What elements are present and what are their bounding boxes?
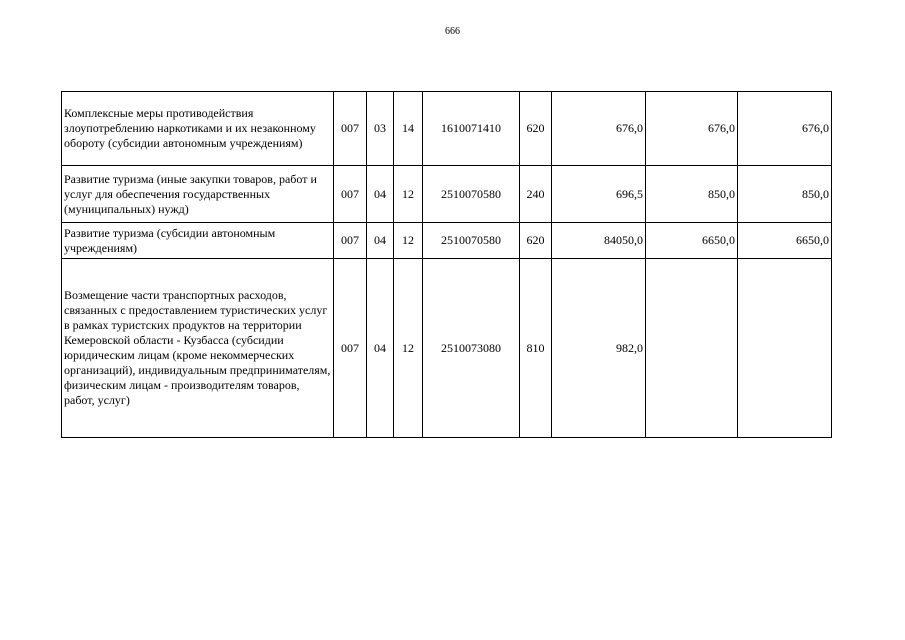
table-row xyxy=(62,166,832,223)
expense-type-code: 620 xyxy=(520,223,552,259)
amount-3: 850,0 xyxy=(738,166,832,223)
expense-type-code: 240 xyxy=(520,166,552,223)
expense-type-code: 620 xyxy=(520,92,552,166)
row-description: Развитие туризма (субсидии автономным учреждениям) xyxy=(62,223,334,259)
amount-1: 982,0 xyxy=(552,259,646,438)
amount-2: 676,0 xyxy=(646,92,738,166)
table-row xyxy=(62,92,832,166)
amount-1: 676,0 xyxy=(552,92,646,166)
ministry-code: 007 xyxy=(334,166,367,223)
subsection-code: 12 xyxy=(394,223,423,259)
amount-1: 84050,0 xyxy=(552,223,646,259)
table-row xyxy=(62,223,832,259)
row-description: Возмещение части транспортных расходов, связанных с предоставлением туристических услуг в рамках туристских продуктов на территории Кемеровской области - Кузбасса (субсидии юридическим лицам (кроме некоммерческих организаций), индивидуальным предпринимателям, физическим лицам - производителям товаров, работ, услуг) xyxy=(62,259,334,438)
target-article-code: 2510070580 xyxy=(423,223,520,259)
section-code: 03 xyxy=(367,92,394,166)
target-article-code: 1610071410 xyxy=(423,92,520,166)
page-number: 666 xyxy=(445,26,460,37)
amount-1: 696,5 xyxy=(552,166,646,223)
section-code: 04 xyxy=(367,166,394,223)
ministry-code: 007 xyxy=(334,92,367,166)
amount-3: 676,0 xyxy=(738,92,832,166)
row-description: Комплексные меры противодействия злоупотреблению наркотиками и их незаконному обороту (субсидии автономным учреждениям) xyxy=(62,92,334,166)
subsection-code: 12 xyxy=(394,166,423,223)
target-article-code: 2510073080 xyxy=(423,259,520,438)
budget-table xyxy=(61,91,832,438)
amount-2 xyxy=(646,259,738,438)
ministry-code: 007 xyxy=(334,223,367,259)
section-code: 04 xyxy=(367,259,394,438)
subsection-code: 14 xyxy=(394,92,423,166)
amount-2: 6650,0 xyxy=(646,223,738,259)
table-row xyxy=(62,259,832,438)
amount-2: 850,0 xyxy=(646,166,738,223)
expense-type-code: 810 xyxy=(520,259,552,438)
amount-3: 6650,0 xyxy=(738,223,832,259)
section-code: 04 xyxy=(367,223,394,259)
ministry-code: 007 xyxy=(334,259,367,438)
row-description: Развитие туризма (иные закупки товаров, работ и услуг для обеспечения государственных (муниципальных) нужд) xyxy=(62,166,334,223)
amount-3 xyxy=(738,259,832,438)
target-article-code: 2510070580 xyxy=(423,166,520,223)
subsection-code: 12 xyxy=(394,259,423,438)
